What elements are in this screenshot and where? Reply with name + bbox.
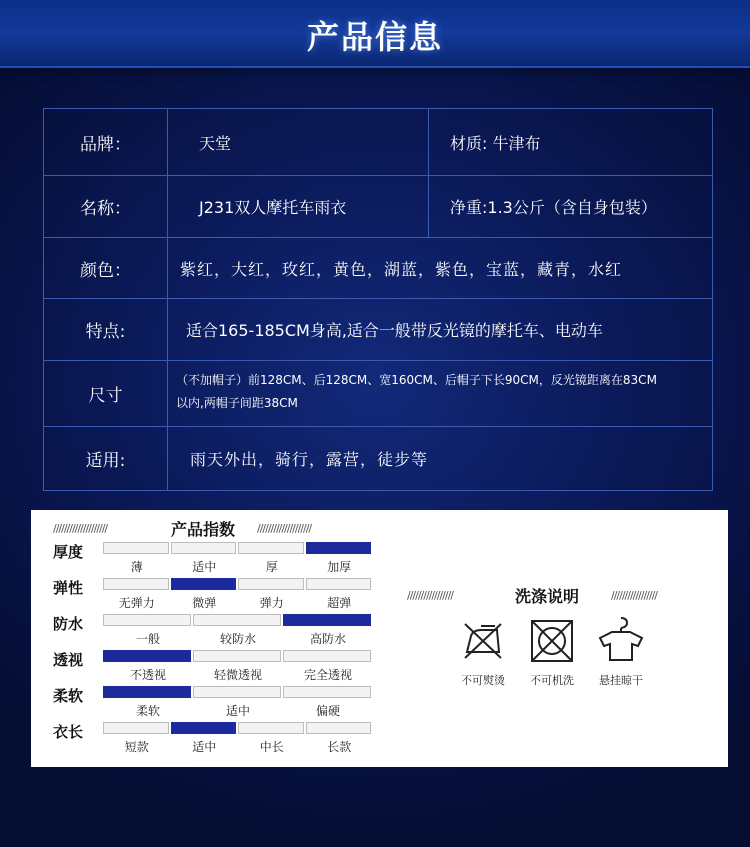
index-segment — [283, 614, 371, 626]
index-segment — [171, 578, 237, 590]
index-label: 防水 — [53, 615, 84, 633]
title-decoration: //////////////////// — [257, 522, 312, 535]
weight-value: 净重:1.3公斤（含自身包装） — [450, 198, 657, 217]
size-line-1: （不加帽子）前128CM、后128CM、宽160CM、后帽子下长90CM，反光镜距离在83CM — [176, 373, 657, 387]
index-segment — [103, 686, 191, 698]
page-title: 产品信息 — [306, 18, 443, 56]
index-label: 衣长 — [53, 723, 84, 741]
name-label: 名称： — [44, 176, 168, 237]
row-color — [44, 238, 712, 299]
index-and-wash-panel — [31, 510, 728, 767]
use-value: 雨天外出，骑行，露营，徒步等 — [190, 450, 429, 469]
index-segment — [306, 542, 372, 554]
wash-label-no-iron: 不可熨烫 — [461, 674, 505, 687]
index-option: 轻微透视 — [213, 668, 262, 682]
index-option: 短款 — [124, 740, 149, 754]
index-option: 加厚 — [327, 560, 352, 574]
size-line-2: 以内,两帽子间距38CM — [176, 396, 298, 410]
index-option: 较防水 — [219, 632, 256, 646]
index-title: 产品指数 — [171, 520, 236, 539]
size-label: 尺寸 — [44, 361, 168, 426]
index-option: 一般 — [135, 632, 160, 646]
index-segment — [306, 578, 372, 590]
index-option: 适中 — [225, 704, 250, 718]
index-option: 中长 — [259, 740, 284, 754]
index-segment — [283, 650, 371, 662]
index-option: 薄 — [130, 560, 143, 574]
no-iron-icon — [461, 618, 505, 662]
size-value — [176, 361, 657, 426]
title-decoration: ///////////////// — [611, 589, 658, 602]
no-machine-wash-icon — [529, 618, 575, 664]
index-label: 柔软 — [53, 687, 84, 705]
index-segment — [238, 578, 304, 590]
material-value: 材质: 牛津布 — [450, 133, 541, 153]
feature-value: 适合165-185CM身高,适合一般带反光镜的摩托车、电动车 — [186, 321, 603, 340]
wash-label-no-machine-wash: 不可机洗 — [530, 674, 574, 687]
brand-value: 天堂 — [199, 133, 232, 153]
index-option: 不透视 — [129, 668, 166, 682]
color-label: 颜色： — [44, 238, 168, 298]
index-label: 弹性 — [53, 579, 84, 597]
row-brand — [44, 109, 712, 176]
feature-label: 特点: — [44, 299, 168, 360]
index-segment — [103, 542, 169, 554]
index-segment — [103, 614, 191, 626]
index-option: 厚 — [265, 560, 278, 574]
row-name — [44, 176, 712, 238]
index-option: 微弹 — [192, 596, 217, 610]
index-option: 长款 — [327, 740, 352, 754]
column-divider — [428, 109, 429, 175]
index-option: 弹力 — [259, 596, 284, 610]
index-option: 超弹 — [327, 596, 352, 610]
index-option: 无弹力 — [118, 596, 155, 610]
hang-dry-icon — [596, 614, 646, 664]
header-banner — [0, 0, 750, 68]
index-segment — [306, 722, 372, 734]
title-decoration: //////////////////// — [53, 522, 108, 535]
index-segment — [193, 686, 281, 698]
index-segment — [103, 722, 169, 734]
row-size — [44, 361, 712, 427]
index-label: 厚度 — [53, 543, 84, 561]
index-segment — [103, 578, 169, 590]
color-value: 紫红，大红，玫红，黄色，湖蓝，紫色，宝蓝，藏青，水红 — [180, 259, 623, 279]
index-option: 适中 — [192, 740, 217, 754]
index-segment — [171, 542, 237, 554]
index-option: 柔软 — [135, 704, 160, 718]
index-option: 偏硬 — [315, 704, 340, 718]
wash-title: 洗涤说明 — [515, 587, 580, 606]
index-segment — [193, 614, 281, 626]
wash-label-hang-dry: 悬挂晾干 — [599, 674, 643, 687]
index-segment — [171, 722, 237, 734]
index-segment — [238, 542, 304, 554]
name-value: J231双人摩托车雨衣 — [199, 198, 347, 217]
title-decoration: ///////////////// — [407, 589, 454, 602]
product-info-table — [43, 108, 713, 491]
index-label: 透视 — [53, 651, 84, 669]
row-feature — [44, 299, 712, 361]
index-option: 完全透视 — [303, 668, 352, 682]
column-divider — [428, 176, 429, 237]
index-option: 适中 — [192, 560, 217, 574]
index-segment — [103, 650, 191, 662]
index-option: 高防水 — [309, 632, 346, 646]
index-segment — [283, 686, 371, 698]
use-label: 适用: — [44, 427, 168, 490]
row-use — [44, 427, 712, 490]
brand-label: 品牌： — [44, 109, 168, 175]
index-segment — [193, 650, 281, 662]
index-segment — [238, 722, 304, 734]
